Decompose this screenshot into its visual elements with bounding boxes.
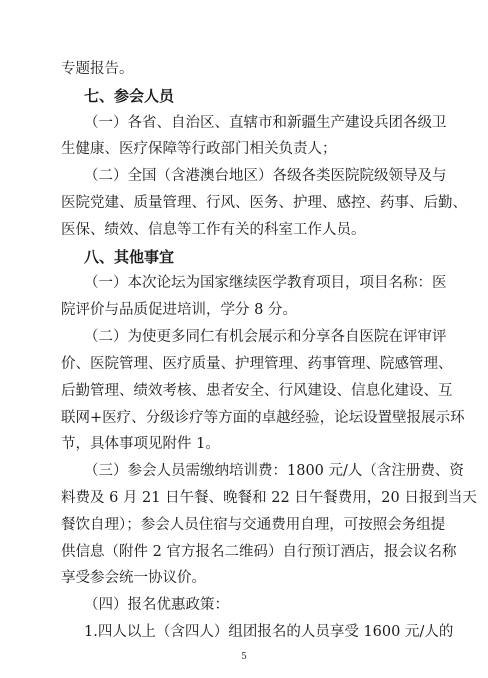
- text-line: 院评价与品质促进培训，学分 8 分。: [61, 302, 297, 318]
- text-line: 供信息（附件 2 官方报名二维码）自行预订酒店，报会议名称: [61, 544, 457, 560]
- text-line: （一）各省、自治区、直辖市和新疆生产建设兵团各级卫: [84, 115, 447, 131]
- text-line: 医院党建、质量管理、行风、医务、护理、感控、药事、后勤、: [61, 195, 467, 211]
- text-line: 料费及 6 月 21 日午餐、晚餐和 22 日午餐费用，20 日报到当天: [61, 490, 477, 506]
- section-heading-8: 八、其他事宜: [84, 248, 175, 266]
- text-line: （二）全国（含港澳台地区）各级各类医院院级领导及与: [84, 168, 447, 184]
- text-line: （四）报名优惠政策：: [84, 597, 229, 613]
- text-line: 餐饮自理）；参会人员住宿与交通费用自理，可按照会务组提: [61, 517, 446, 533]
- text-line: 专题报告。: [61, 61, 134, 77]
- text-line: 生健康、医疗保障等行政部门相关负责人；: [61, 141, 337, 157]
- text-line: 医保、绩效、信息等工作有关的科室工作人员。: [61, 222, 366, 238]
- text-line: 享受参会统一协议价。: [61, 570, 206, 586]
- text-line: （三）参会人员需缴纳培训费：1800 元/人（含注册费、资: [84, 463, 464, 479]
- text-line: （二）为使更多同仁有机会展示和分享各自医院在评审评: [84, 329, 447, 345]
- text-line: （一）本次论坛为国家继续医学教育项目，项目名称：医: [84, 275, 447, 291]
- text-line: 价、医院管理、医疗质量、护理管理、药事管理、院感管理、: [61, 356, 453, 372]
- section-heading-7: 七、参会人员: [84, 87, 175, 105]
- text-line: 1.四人以上（含四人）组团报名的人员享受 1600 元/人的: [84, 624, 454, 640]
- text-line: 节，具体事项见附件 1。: [61, 436, 220, 452]
- text-line: 联网+医疗、分级诊疗等方面的卓越经验，论坛设置壁报展示环: [61, 410, 465, 426]
- text-line: 后勤管理、绩效考核、患者安全、行风建设、信息化建设、互: [61, 383, 453, 399]
- page-number: 5: [241, 652, 247, 662]
